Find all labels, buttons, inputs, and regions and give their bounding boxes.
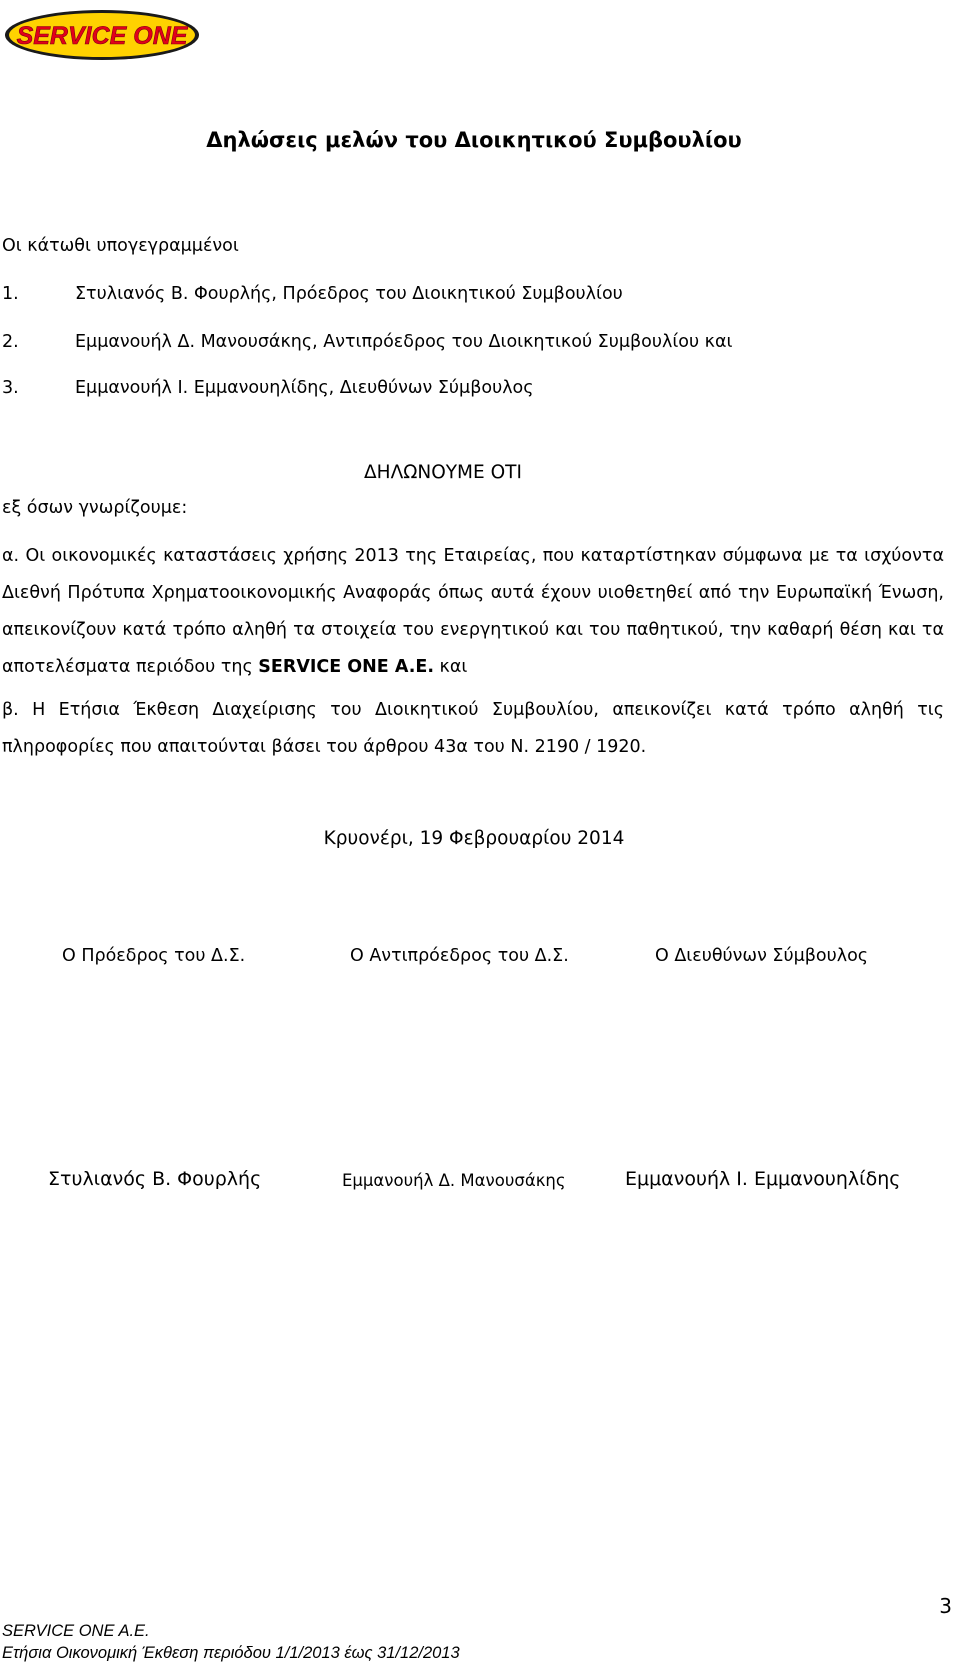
paragraph-a-text: α. Οι οικονομικές καταστάσεις χρήσης 2013 της Εταιρείας, που καταρτίστηκαν σύμφωνα με τα ισχύοντα Διεθνή Πρότυπα Χρηματοοικονομικής Αναφοράς όπως αυτά έχουν υιοθετηθεί από την Ευρωπαϊκή Ένωση, απεικονίζουν κατά τρόπο αληθή τα στοιχεία του ενεργητικού και του παθητικού, την καθαρή θέση και τα αποτελέσματα περιόδου της — [2, 546, 944, 677]
company-logo — [2, 6, 202, 66]
page-number: 3 — [939, 1594, 952, 1618]
intro-text: Οι κάτωθι υπογεγραμμένοι — [2, 236, 239, 256]
signatory-role: Ο Πρόεδρος του Δ.Σ. — [62, 946, 246, 966]
member-item: Εμμανουήλ Δ. Μανουσάκης, Αντιπρόεδρος του Διοικητικού Συμβουλίου και — [75, 332, 733, 352]
signatory-name: Εμμανουήλ Ι. Εμμανουηλίδης — [625, 1168, 901, 1190]
member-number: 3. — [2, 378, 19, 398]
place-date: Κρυονέρι, 19 Φεβρουαρίου 2014 — [323, 828, 625, 849]
company-name: SERVICE ONE A.E. — [258, 657, 434, 677]
member-item: Στυλιανός Β. Φουρλής, Πρόεδρος του Διοικητικού Συμβουλίου — [75, 284, 623, 304]
paragraph-b: β. Η Ετήσια Έκθεση Διαχείρισης του Διοικητικού Συμβουλίου, απεικονίζει κατά τρόπο αληθή τις πληροφορίες που απαιτούνται βάσει του άρθρου 43α του Ν. 2190 / 1920. — [2, 700, 944, 757]
document-title: Δηλώσεις μελών του Διοικητικού Συμβουλίου — [206, 128, 742, 152]
logo-text: SERVICE ONE — [16, 22, 188, 50]
signatory-name: Στυλιανός Β. Φουρλής — [48, 1168, 262, 1190]
member-number: 2. — [2, 332, 19, 352]
knowledge-text: εξ όσων γνωρίζουμε: — [2, 498, 188, 518]
declaration-heading: ΔΗΛΩΝΟΥΜΕ ΟΤΙ — [364, 462, 522, 483]
signatory-role: Ο Αντιπρόεδρος του Δ.Σ. — [350, 946, 569, 966]
paragraph-a — [2, 538, 944, 686]
signatory-role: Ο Διευθύνων Σύμβουλος — [655, 946, 869, 966]
signatory-name: Εμμανουήλ Δ. Μανουσάκης — [342, 1171, 566, 1190]
footer-company: SERVICE ONE A.E. — [2, 1622, 150, 1640]
member-number: 1. — [2, 284, 19, 304]
paragraph-a-tail: και — [439, 657, 468, 677]
service-one-logo-icon — [2, 6, 202, 62]
member-item: Εμμανουήλ Ι. Εμμανουηλίδης, Διευθύνων Σύμβουλος — [75, 378, 534, 398]
footer-report: Ετήσια Οικονομική Έκθεση περιόδου 1/1/2013 έως 31/12/2013 — [2, 1644, 460, 1662]
